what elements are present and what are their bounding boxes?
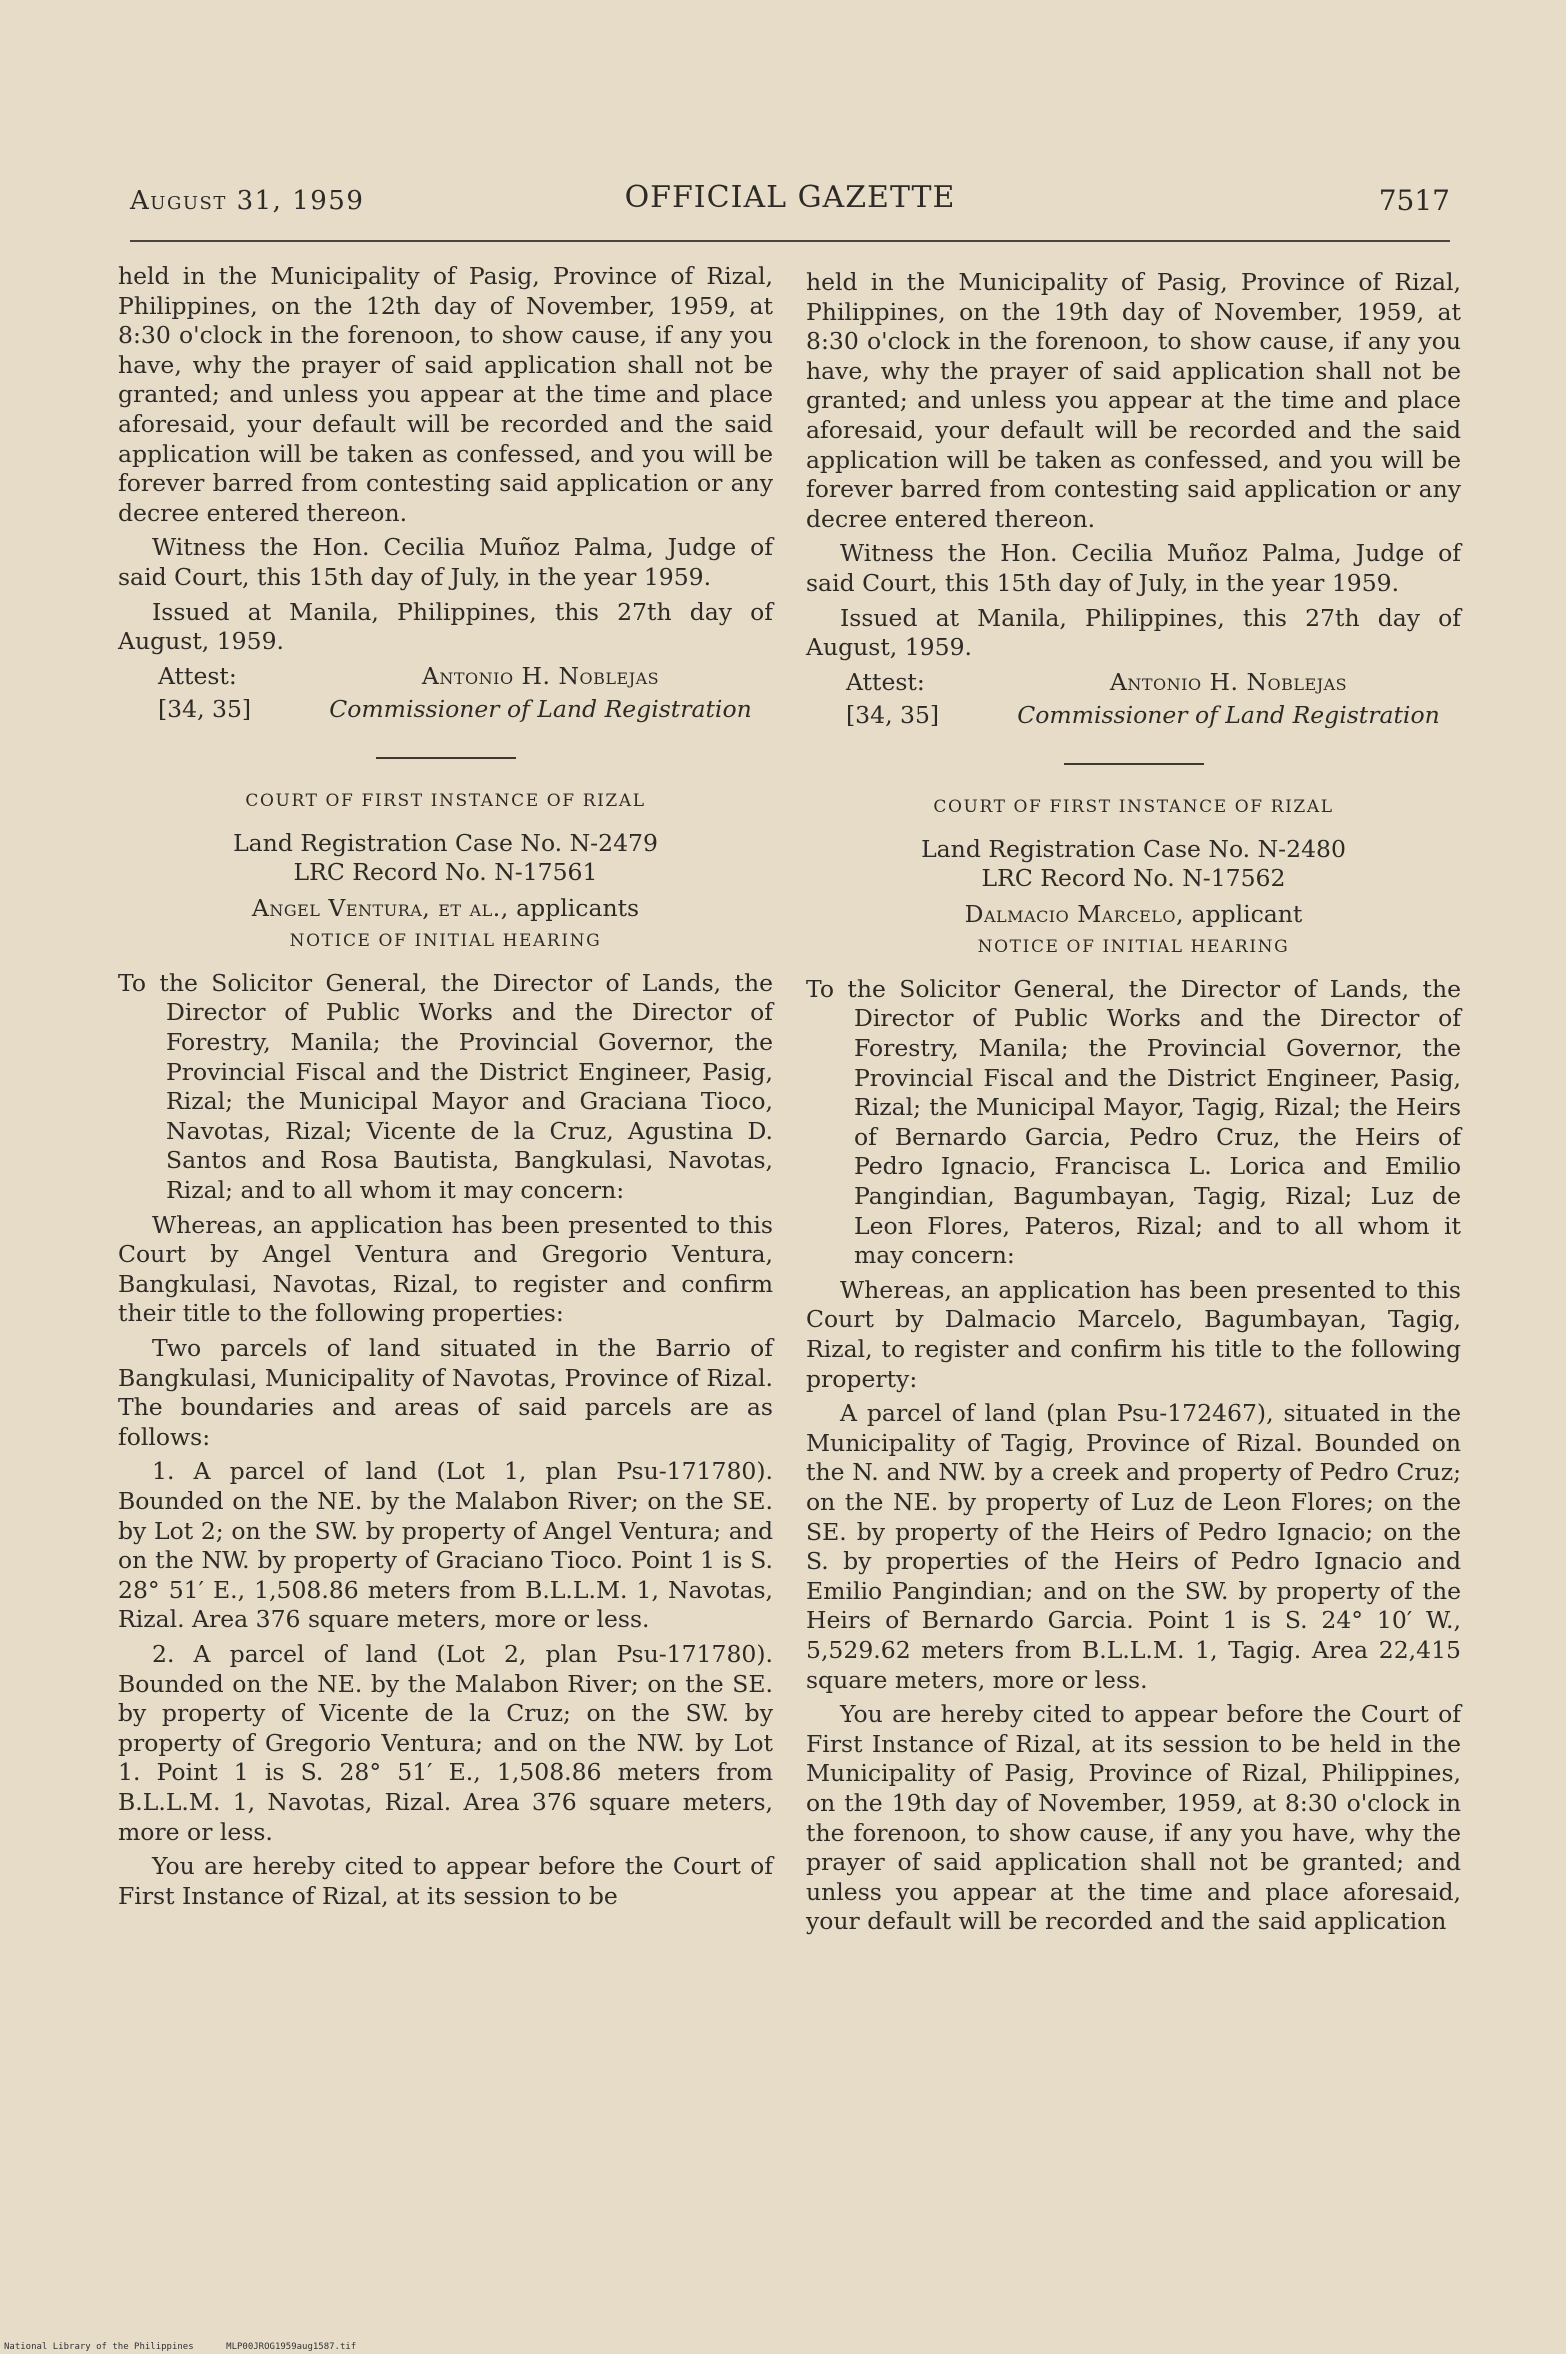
- cited-paragraph: You are hereby cited to appear before the Court of First Instance of Rizal, at its session to be held in the Municipality of Pasig, Province of Rizal, Philippines, on the 19th day of November, 1959, at 8:30 o'clock in the forenoon, to show cause, if any you have, why the prayer of said application shall not be granted; and unless you appear at the time and place aforesaid, your default will be recorded and the said application: [806, 1700, 1461, 1936]
- scan-footer: [4, 2342, 356, 2352]
- issue-date: August 31, 1959: [130, 186, 365, 216]
- file-name: MLP00JROG1959aug1587.tif: [226, 2342, 357, 2352]
- applicants-suffix: applicant: [1184, 899, 1303, 928]
- issued-paragraph: Issued at Manila, Philippines, this 27th day of August, 1959.: [806, 603, 1461, 662]
- attest-line: [118, 662, 773, 692]
- running-header: [130, 178, 1450, 228]
- left-column: [118, 262, 773, 1916]
- publication-title: OFFICIAL GAZETTE: [624, 180, 956, 215]
- commissioner-title: Commissioner of Land Registration: [329, 695, 752, 724]
- attest-label: Attest:: [846, 667, 925, 696]
- attest-line: [806, 668, 1461, 698]
- section-separator: [376, 757, 516, 759]
- witness-paragraph: Witness the Hon. Cecilia Muñoz Palma, Judge of said Court, this 15th day of July, in the year 1959.: [118, 533, 773, 591]
- notice-heading: NOTICE OF INITIAL HEARING: [977, 937, 1290, 958]
- court-heading: COURT OF FIRST INSTANCE OF RIZAL: [933, 796, 1334, 817]
- applicants-name: Angel Ventura, et al.,: [251, 893, 509, 922]
- continued-paragraph: held in the Municipality of Pasig, Province of Rizal, Philippines, on the 19th day of November, 1959, at 8:30 o'clock in the forenoon, to show cause, if any you have, why the prayer of said application shall not be granted; and unless you appear at the time and place aforesaid, your default will be recorded and the said application will be taken as confessed, and you will be forever barred from contesting said application or any decree entered thereon.: [806, 268, 1461, 533]
- parcel-description: A parcel of land (plan Psu-172467), situated in the Municipality of Tagig, Province of Rizal. Bounded on the N. and NW. by a creek and property of Pedro Cruz; on the NE. by property of Luz de Leon Flores; on the SE. by property of the Heirs of Pedro Ignacio; on the S. by properties of the Heirs of Pedro Ignacio and Emilio Pangindian; and on the SW. by property of the Heirs of Bernardo Garcia. Point 1 is S. 24° 10′ W., 5,529.62 meters from B.L.L.M. 1, Tagig. Area 22,415 square meters, more or less.: [806, 1399, 1461, 1694]
- applicants-line: [806, 900, 1461, 930]
- addressees: To the Solicitor General, the Director of Lands, the Director of Public Works and the Director of Forestry, Manila; the Provincial Governor, the Provincial Fiscal and the District Engineer, Pasig, Rizal; the Municipal Mayor and Graciana Tioco, Navotas, Rizal; Vicente de la Cruz, Agustina D. Santos and Rosa Bautista, Bangkulasi, Navotas, Rizal; and to all whom it may concern:: [118, 968, 773, 1205]
- right-column: [806, 268, 1461, 1942]
- issued-paragraph: Issued at Manila, Philippines, this 27th day of August, 1959.: [118, 597, 773, 656]
- attest-title-line: [118, 695, 773, 725]
- whereas-paragraph: Whereas, an application has been presented to this Court by Dalmacio Marcelo, Bagumbayan, Tagig, Rizal, to register and confirm his title to the following property:: [806, 1275, 1461, 1393]
- header-rule: [130, 240, 1450, 242]
- addressees: To the Solicitor General, the Director of Lands, the Director of Public Works and the Director of Forestry, Manila; the Provincial Governor, the Provincial Fiscal and the District Engineer, Pasig, Rizal; the Municipal Mayor, Tagig, Rizal; the Heirs of Bernardo Garcia, Pedro Cruz, the Heirs of Pedro Ignacio, Francisca L. Lorica and Emilio Pangindian, Bagumbayan, Tagig, Rizal; Luz de Leon Flores, Pateros, Rizal; and to all whom it may concern:: [806, 974, 1461, 1270]
- record-number: LRC Record No. N-17562: [981, 864, 1286, 893]
- applicants-line: [118, 894, 773, 924]
- commissioner-title: Commissioner of Land Registration: [1017, 701, 1440, 730]
- attest-label: Attest:: [158, 661, 237, 690]
- reference-numbers: [34, 35]: [158, 695, 252, 724]
- case-number: Land Registration Case No. N-2479: [233, 828, 658, 857]
- attest-title-line: [806, 701, 1461, 731]
- section-separator: [1064, 763, 1204, 765]
- cited-paragraph: You are hereby cited to appear before the Court of First Instance of Rizal, at its session to be: [118, 1852, 773, 1910]
- case-number: Land Registration Case No. N-2480: [921, 834, 1346, 863]
- continued-paragraph: held in the Municipality of Pasig, Province of Rizal, Philippines, on the 12th day of November, 1959, at 8:30 o'clock in the forenoon, to show cause, if any you have, why the prayer of said application shall not be granted; and unless you appear at the time and place aforesaid, your default will be recorded and the said application will be taken as confessed, and you will be forever barred from contesting said application or any decree entered thereon.: [118, 262, 773, 527]
- notice-heading: NOTICE OF INITIAL HEARING: [289, 931, 602, 952]
- applicants-suffix: applicants: [508, 893, 640, 922]
- commissioner-name: Antonio H. Noblejas: [1109, 667, 1348, 696]
- applicants-name: Dalmacio Marcelo,: [964, 899, 1185, 928]
- parcel-2: 2. A parcel of land (Lot 2, plan Psu-171780). Bounded on the NE. by the Malabon River; on the SE. by property of Vicente de la Cruz; on the SW. by property of Gregorio Ventura; and on the NW. by Lot 1. Point 1 is S. 28° 51′ E., 1,508.86 meters from B.L.L.M. 1, Navotas, Rizal. Area 376 square meters, more or less.: [118, 1639, 773, 1846]
- parcel-1: 1. A parcel of land (Lot 1, plan Psu-171780). Bounded on the NE. by the Malabon River; on the SE. by Lot 2; on the SW. by property of Angel Ventura; and on the NW. by property of Graciano Tioco. Point 1 is S. 28° 51′ E., 1,508.86 meters from B.L.L.M. 1, Navotas, Rizal. Area 376 square meters, more or less.: [118, 1457, 773, 1634]
- parcels-intro: Two parcels of land situated in the Barrio of Bangkulasi, Municipality of Navotas, Province of Rizal. The boundaries and areas of said parcels are as follows:: [118, 1334, 774, 1451]
- witness-paragraph: Witness the Hon. Cecilia Muñoz Palma, Judge of said Court, this 15th day of July, in the year 1959.: [806, 539, 1461, 597]
- reference-numbers: [34, 35]: [846, 701, 940, 730]
- commissioner-name: Antonio H. Noblejas: [421, 661, 660, 690]
- library-name: National Library of the Philippines: [4, 2342, 194, 2352]
- page-number: 7517: [1378, 184, 1450, 217]
- whereas-paragraph: Whereas, an application has been presented to this Court by Angel Ventura and Gregorio Ventura, Bangkulasi, Navotas, Rizal, to register and confirm their title to the following properties:: [118, 1210, 773, 1328]
- court-heading: COURT OF FIRST INSTANCE OF RIZAL: [245, 790, 646, 811]
- record-number: LRC Record No. N-17561: [293, 858, 598, 887]
